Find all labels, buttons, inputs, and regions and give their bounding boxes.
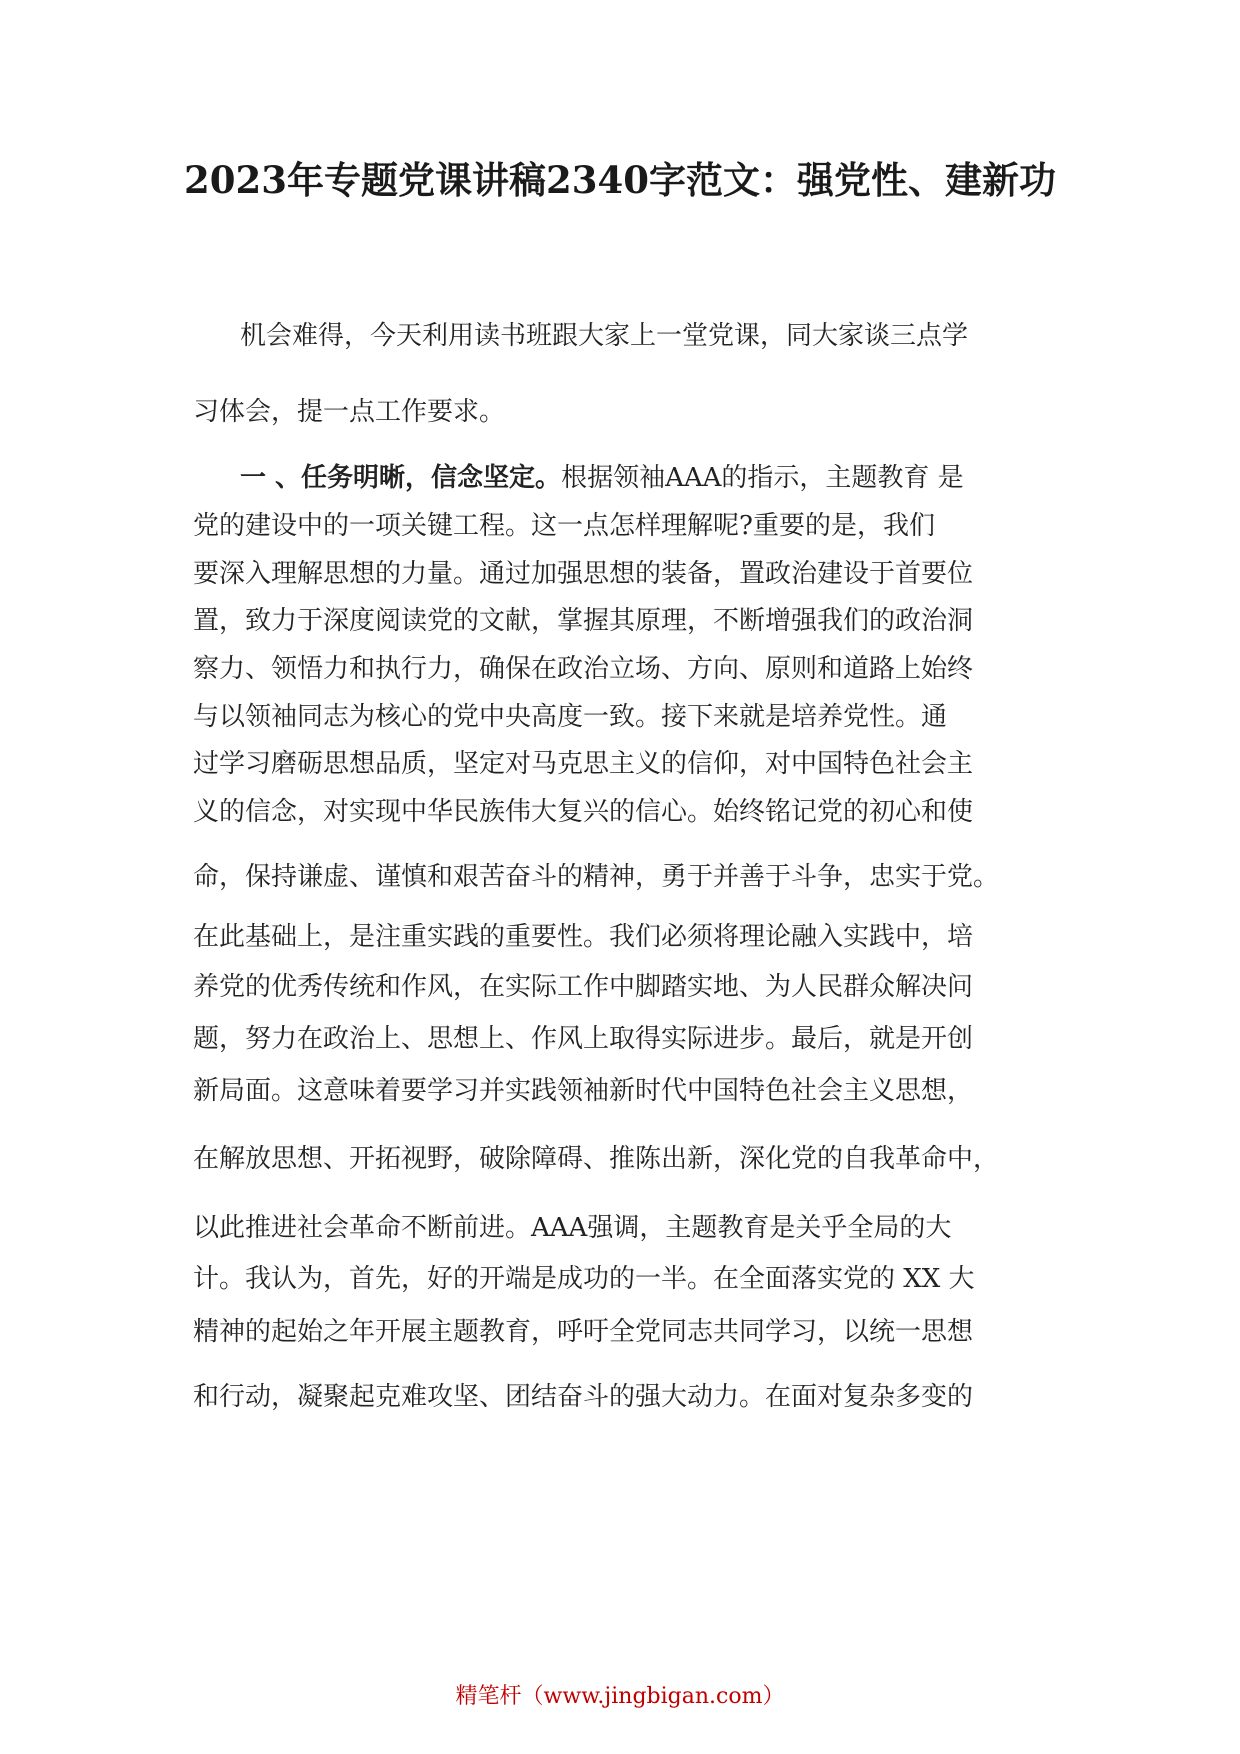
paragraph-line: 在解放思想、开拓视野，破除障碍、推陈出新，深化党的自我革命中， — [193, 1144, 1000, 1174]
paragraph-line: 机会难得，今天利用读书班跟大家上一堂党课，同大家谈三点学 — [240, 321, 969, 351]
paragraph-text: 根据领袖AAA的指示，主题教育 是 — [561, 463, 964, 493]
paragraph-line: 义的信念，对实现中华民族伟大复兴的信心。始终铭记党的初心和使 — [193, 797, 974, 827]
paragraph-line: 过学习磨砺思想品质，坚定对马克思主义的信仰，对中国特色社会主 — [193, 749, 974, 779]
paragraph-line: 新局面。这意味着要学习并实践领袖新时代中国特色社会主义思想， — [193, 1076, 974, 1106]
paragraph-line: 置，致力于深度阅读党的文献，掌握其原理，不断增强我们的政治洞 — [193, 606, 974, 636]
paragraph-line — [240, 460, 964, 496]
paragraph-line: 以此推进社会革命不断前进。AAA强调，主题教育是关乎全局的大 — [193, 1213, 952, 1243]
paragraph-line: 在此基础上，是注重实践的重要性。我们必须将理论融入实践中，培 — [193, 922, 974, 952]
paragraph-line: 要深入理解思想的力量。通过加强思想的装备，置政治建设于首要位 — [193, 559, 974, 589]
paragraph-line: 题，努力在政治上、思想上、作风上取得实际进步。最后，就是开创 — [193, 1024, 974, 1054]
paragraph-line: 习体会，提一点工作要求。 — [193, 397, 506, 427]
footer-watermark: 精笔杆（www.jingbigan.com） — [455, 1684, 785, 1709]
paragraph-line: 精神的起始之年开展主题教育，呼吁全党同志共同学习，以统一思想 — [193, 1317, 974, 1347]
paragraph-line: 与以领袖同志为核心的党中央高度一致。接下来就是培养党性。通 — [193, 702, 948, 732]
paragraph-line: 和行动，凝聚起克难攻坚、团结奋斗的强大动力。在面对复杂多变的 — [193, 1382, 974, 1412]
document-title: 2023年专题党课讲稿2340字范文：强党性、建新功 — [184, 158, 1056, 202]
paragraph-line: 计。我认为，首先，好的开端是成功的一半。在全面落实党的 XX 大 — [193, 1264, 975, 1294]
paragraph-line: 察力、领悟力和执行力，确保在政治立场、方向、原则和道路上始终 — [193, 654, 974, 684]
paragraph-line: 党的建设中的一项关键工程。这一点怎样理解呢?重要的是，我们 — [193, 511, 935, 541]
paragraph-line: 养党的优秀传统和作风，在实际工作中脚踏实地、为人民群众解决问 — [193, 972, 974, 1002]
section-heading: 一 、任务明晰，信念坚定。 — [240, 463, 562, 493]
paragraph-line: 命，保持谦虚、谨慎和艰苦奋斗的精神，勇于并善于斗争，忠实于党。 — [193, 862, 1000, 892]
